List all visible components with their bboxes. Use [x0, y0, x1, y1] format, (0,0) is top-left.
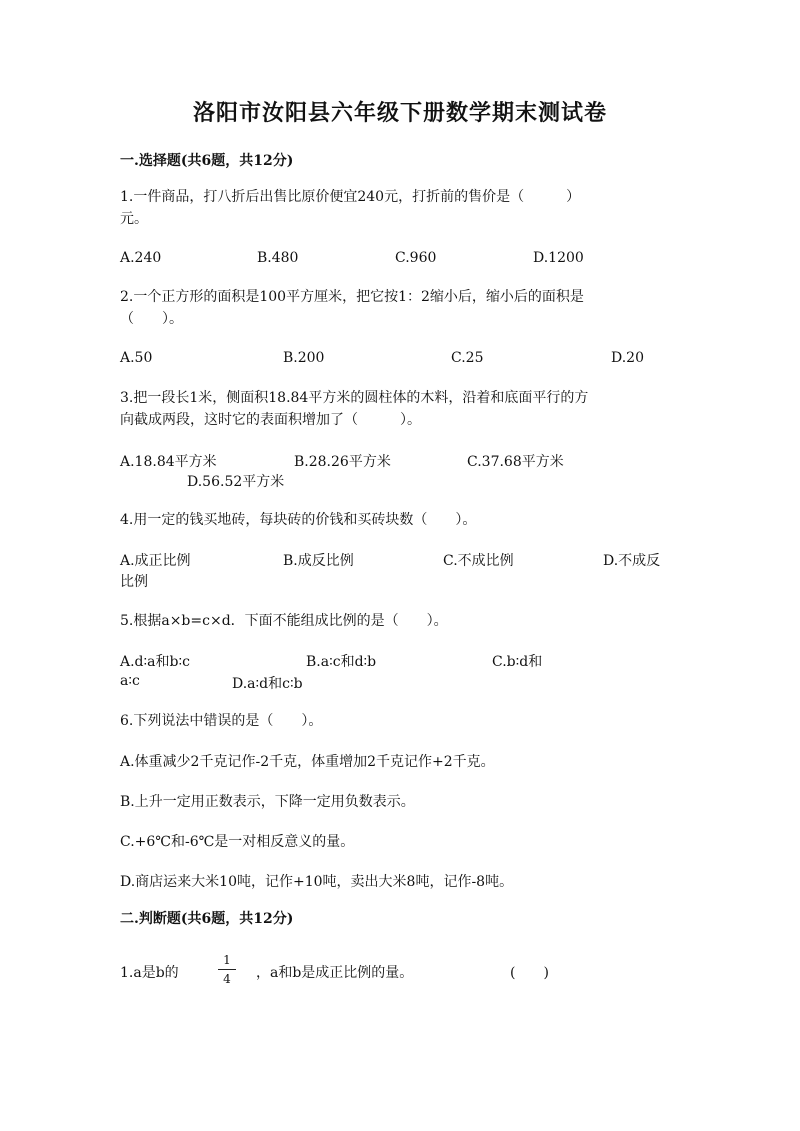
question-1-option-b: B.480 — [257, 250, 299, 266]
question-3-option-b: B.28.26平方米 — [294, 454, 391, 470]
page-title: 洛阳市汝阳县六年级下册数学期末测试卷 — [192, 100, 607, 126]
question-3-line2: 向截成两段，这时它的表面积增加了（ ）。 — [120, 412, 421, 428]
question-4-option-d: D.不成反 — [603, 553, 661, 569]
question-2-option-c: C.25 — [451, 350, 484, 366]
question-3-option-a: A.18.84平方米 — [120, 454, 217, 470]
question-1-option-a: A.240 — [120, 250, 162, 266]
question-1-line1: 1.一件商品，打八折后出售比原价便宜240元，打折前的售价是（ ） — [120, 189, 581, 205]
judgement-1-answer-blank[interactable]: ( ) — [510, 965, 549, 981]
question-4-option-d-continued: 比例 — [120, 574, 148, 590]
fraction-denominator: 4 — [223, 972, 231, 986]
question-2-option-b: B.200 — [283, 350, 325, 366]
fraction-numerator: 1 — [223, 953, 231, 967]
question-6-text: 6.下列说法中错误的是（ ）。 — [120, 713, 323, 729]
question-5-option-c: C.b∶d和 — [492, 654, 543, 670]
question-1-option-d: D.1200 — [533, 250, 584, 266]
question-5-option-d: D.a∶d和c∶b — [232, 676, 303, 692]
section-heading-judgement: 二.判断题(共6题，共12分) — [120, 911, 294, 927]
fraction-one-quarter — [218, 953, 236, 986]
question-4-option-a: A.成正比例 — [120, 553, 191, 569]
judgement-1-prefix: 1.a是b的 — [120, 965, 179, 981]
question-6-option-b: B.上升一定用正数表示，下降一定用负数表示。 — [120, 794, 415, 810]
fraction-bar — [218, 969, 236, 970]
judgement-1-suffix: ，a和b是成正比例的量。 — [256, 965, 414, 981]
question-5-option-c-continued: a∶c — [120, 673, 140, 689]
question-4-option-b: B.成反比例 — [283, 553, 354, 569]
question-3-option-d: D.56.52平方米 — [187, 474, 285, 490]
question-1-option-c: C.960 — [395, 250, 437, 266]
question-1-line2: 元。 — [120, 211, 148, 227]
question-6-option-c: C.+6℃和-6℃是一对相反意义的量。 — [120, 834, 355, 850]
question-2-line2: （ ）。 — [120, 311, 183, 327]
question-5-option-b: B.a∶c和d∶b — [306, 654, 377, 670]
question-3-line1: 3.把一段长1米，侧面积18.84平方米的圆柱体的木料，沿着和底面平行的方 — [120, 390, 589, 406]
question-2-text — [120, 286, 680, 330]
question-4-option-c: C.不成比例 — [443, 553, 514, 569]
question-2-option-d: D.20 — [611, 350, 644, 366]
question-5-option-a: A.d∶a和b∶c — [120, 654, 190, 670]
question-6-option-d: D.商店运来大米10吨，记作+10吨，卖出大米8吨，记作-8吨。 — [120, 874, 514, 890]
question-2-line1: 2.一个正方形的面积是100平方厘米，把它按1：2缩小后，缩小后的面积是 — [120, 289, 584, 305]
question-5-text: 5.根据a×b=c×d．下面不能组成比例的是（ ）。 — [120, 613, 448, 629]
question-3-text — [120, 387, 680, 431]
question-3-option-c: C.37.68平方米 — [467, 454, 564, 470]
question-1-text — [120, 186, 680, 230]
question-4-text: 4.用一定的钱买地砖，每块砖的价钱和买砖块数（ ）。 — [120, 512, 477, 528]
question-2-option-a: A.50 — [120, 350, 153, 366]
section-heading-choice: 一.选择题(共6题，共12分) — [120, 153, 294, 169]
question-6-option-a: A.体重减少2千克记作-2千克，体重增加2千克记作+2千克。 — [120, 754, 495, 770]
